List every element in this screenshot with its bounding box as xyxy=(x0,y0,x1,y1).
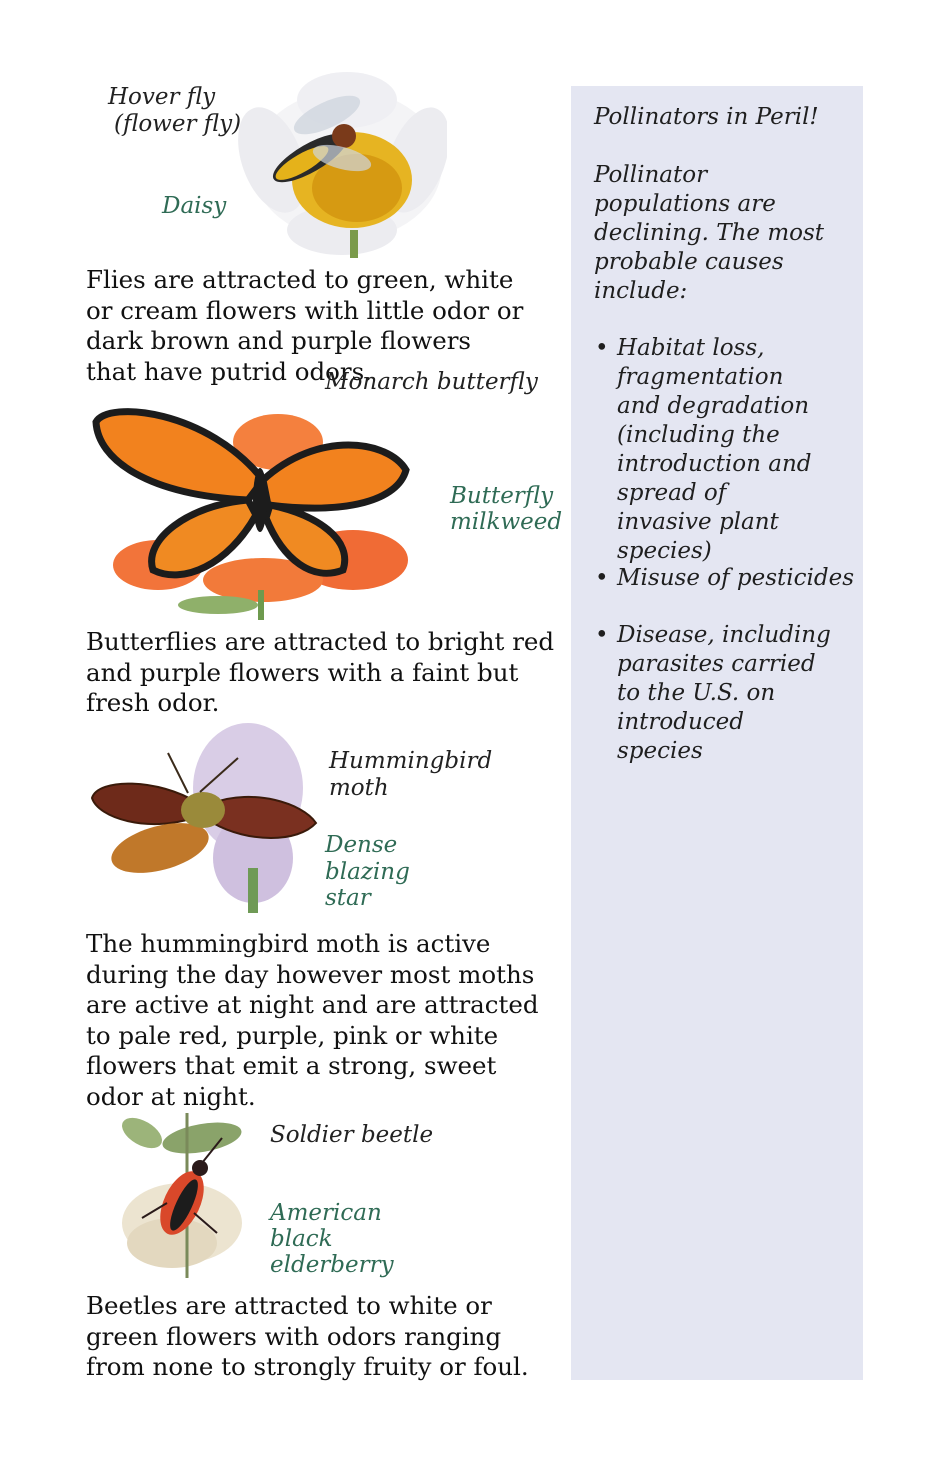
bullet-text: Misuse of pesticides xyxy=(617,565,855,591)
elderberry-caption-line3: elderberry xyxy=(270,1252,394,1278)
blazing-star-caption-line3: star xyxy=(325,885,371,911)
monarch-butterfly-caption: Monarch butterfly xyxy=(325,369,538,395)
monarch-on-milkweed-illustration xyxy=(88,400,418,622)
flies-description: Flies are attracted to green, white or cream flowers with little odor or dark brown and purple flowers that have putrid odors. xyxy=(86,265,524,386)
hummingbird-moth-caption-line2: moth xyxy=(329,775,389,801)
hummingbird-moth-on-blazing-star-illustration xyxy=(88,718,320,916)
hover-fly-on-daisy-illustration xyxy=(232,70,447,260)
soldier-beetle-caption: Soldier beetle xyxy=(270,1122,434,1148)
soldier-beetle-on-elderberry-illustration xyxy=(112,1093,262,1281)
bullet-dot: • xyxy=(595,335,609,361)
bullet-dot: • xyxy=(595,565,609,591)
butterfly-milkweed-caption-line1: Butterfly xyxy=(450,483,554,509)
moths-description: The hummingbird moth is active during the day however most moths are active at night and are attracted to pale red, purple, pink or white flowers that emit a strong, sweet odor at night. xyxy=(86,929,539,1111)
sidebar-title: Pollinators in Peril! xyxy=(594,104,819,130)
hover-fly-caption-line2: (flower fly) xyxy=(114,111,242,137)
daisy-caption: Daisy xyxy=(162,193,227,219)
sidebar-intro: Pollinator populations are declining. The most probable causes include: xyxy=(594,162,825,304)
elderberry-caption-line1: American xyxy=(270,1200,382,1226)
butterflies-description: Butterflies are attracted to bright red and purple flowers with a faint but fresh odor. xyxy=(86,627,555,717)
pollinators-in-peril-sidebar xyxy=(571,86,863,1380)
elderberry-caption-line2: black xyxy=(270,1226,333,1252)
hummingbird-moth-caption-line1: Hummingbird xyxy=(329,748,493,774)
beetles-description: Beetles are attracted to white or green flowers with odors ranging from none to strongly fruity or foul. xyxy=(86,1291,529,1381)
bullet-text: Disease, including parasites carried to the U.S. on introduced species xyxy=(617,622,831,764)
bullet-dot: • xyxy=(595,622,609,648)
butterfly-milkweed-caption-line2: milkweed xyxy=(450,509,563,535)
blazing-star-caption-line2: blazing xyxy=(325,859,410,885)
hover-fly-caption-line1: Hover fly xyxy=(108,84,216,110)
blazing-star-caption-line1: Dense xyxy=(325,832,398,858)
bullet-text: Habitat loss, fragmentation and degradation (including the introduction and spread of invasive plant species) xyxy=(617,335,812,564)
